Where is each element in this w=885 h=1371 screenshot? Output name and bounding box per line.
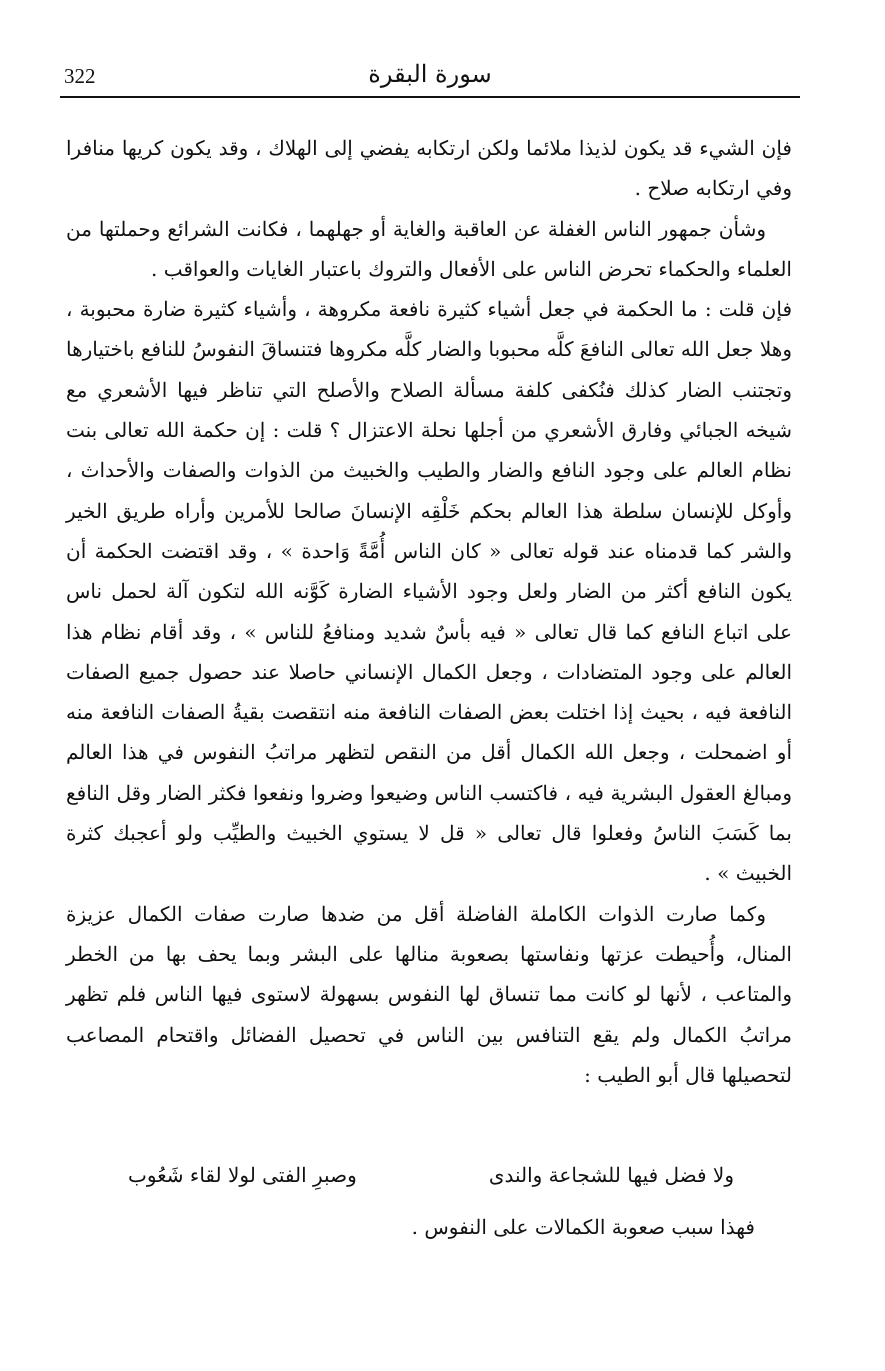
verse-first-hemistich: ولا فضل فيها للشجاعة والندى	[488, 1163, 734, 1187]
poetry-verse	[128, 1163, 734, 1199]
page-number: 322	[64, 64, 96, 88]
verse-second-hemistich: وصبرِ الفتى لولا لقاء شَعُوب	[128, 1163, 357, 1187]
paragraph-3: فإن قلت : ما الحكمة في جعل أشياء كثيرة نافعة مكروهة ، وأشياء كثيرة ضارة محبوبة ، وهلا جعل الله تعالى النافعَ كلَّه محبوبا والضار كلَّه مكروها فتنساقَ النفوسُ للنافع باختيارها وتجتنب الضار كذلك فنُكفى كلفة مسألة الصلاح والأصلح التي تناظر فيها الأشعري مع شيخه الجبائي وفارق الأشعري من أجلها نحلة الاعتزال ؟ قلت : إن حكمة الله تعالى بنت نظام العالم على وجود النافع والضار والطيب والخبيث من الذوات والصفات والأحداث ، وأوكل للإنسان سلطة هذا العالم بحكم خَلْقِه الإنسانَ صالحا للأمرين وأراه طريق الخير والشر كما قدمناه عند قوله تعالى « كان الناس أُمَّةً وَاحدة » ، وقد اقتضت الحكمة أن يكون النافع أكثر من الضار ولعل وجود الأشياء الضارة كَوَّنه الله لتكون آلة لحمل ناس على اتباع النافع كما قال تعالى « فيه بأسٌ شديد ومنافعُ للناس » ، وقد أقام نظام هذا العالم على وجود المتضادات ، وجعل الكمال الإنساني حاصلا عند حصول جميع الصفات النافعة فيه ، بحيث إذا اختلت بعض الصفات النافعة منه انتقصت بقيةُ الصفات النافعة منه أو اضمحلت ، وجعل الله الكمال أقل من النقص لتظهر مراتبُ النفوس في هذا العالم ومبالغ العقول البشرية فيه ، فاكتسب الناس وضيعوا وضروا ونفعوا فكثر الضار وقل النافع بما كَسَبَ الناسُ وفعلوا قال تعالى « قل لا يستوي الخبيث والطيِّب ولو أعجبك كثرة الخبيث » .	[66, 297, 793, 886]
paragraph-1: فإن الشيء قد يكون لذيذا ملائما ولكن ارتكابه يفضي إلى الهلاك ، وقد يكون كريها منافرا وفي ارتكابه صلاح .	[66, 136, 792, 201]
paragraph-4: وكما صارت الذوات الكاملة الفاضلة أقل من ضدها صارت صفات الكمال عزيزة المنال، وأُحيطت عزتها ونفاستها بصعوبة منالها على البشر وبما يحف بها من الخطر والمتاعب ، لأنها لو كانت مما تنساق لها النفوس بسهولة لاستوى فيها الناس فلم تظهر مراتبُ الكمال ولم يقع التنافس بين الناس في تحصيل الفضائل واقتحام المصاعب لتحصيلها قال أبو الطيب :	[66, 901, 792, 1087]
header-divider	[60, 96, 800, 98]
closing-line: فهذا سبب صعوبة الكمالات على النفوس .	[411, 1215, 755, 1239]
body-text	[66, 128, 792, 1095]
page-header	[60, 58, 800, 98]
surah-title: سورة البقرة	[368, 60, 492, 88]
paragraph-2: وشأن جمهور الناس الغفلة عن العاقبة والغاية أو جهلهما ، فكانت الشرائع وحملتها من العلماء والحكماء تحرض الناس على الأفعال والتروك باعتبار الغايات والعواقب .	[66, 216, 792, 281]
